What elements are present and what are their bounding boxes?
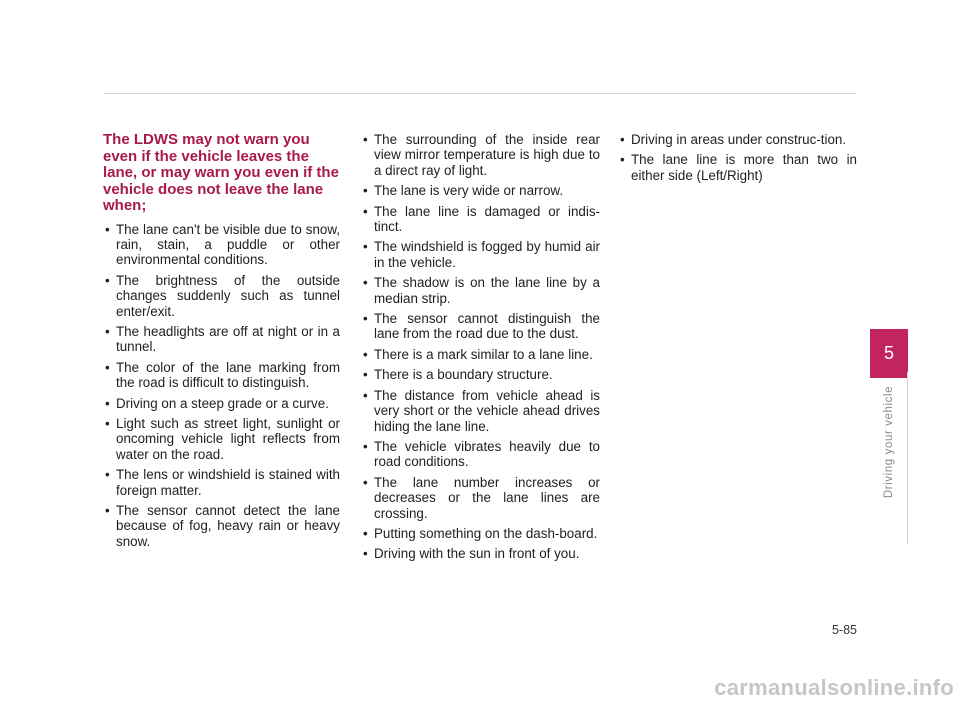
bullet-list-2 <box>361 132 600 562</box>
chapter-number: 5 <box>883 343 894 363</box>
list-item: • The sensor cannot distinguish the lane from the road due to the dust. <box>361 311 600 342</box>
list-item: • The lane number increases or decreases or the lane lines are crossing. <box>361 475 600 521</box>
column-2 <box>361 132 600 567</box>
top-divider <box>103 93 857 94</box>
watermark: carmanualsonline.info <box>714 675 954 700</box>
list-item: • Driving on a steep grade or a curve. <box>103 396 340 411</box>
list-item: • The surrounding of the inside rear view mirror temperature is high due to a direct ray of light. <box>361 132 600 178</box>
list-item: • The distance from vehicle ahead is very short or the vehicle ahead drives hiding the lane line. <box>361 388 600 434</box>
list-item: • Light such as street light, sunlight or oncoming vehicle light reflects from water on the road. <box>103 416 340 462</box>
chapter-tab <box>870 329 908 378</box>
list-item: • The lane is very wide or narrow. <box>361 183 600 198</box>
bullet-list-3 <box>618 132 857 183</box>
list-item: • Putting something on the dash-board. <box>361 526 600 541</box>
list-item: • There is a boundary structure. <box>361 367 600 382</box>
list-item: • The vehicle vibrates heavily due to road conditions. <box>361 439 600 470</box>
list-item: • The shadow is on the lane line by a median strip. <box>361 275 600 306</box>
list-item: • There is a mark similar to a lane line. <box>361 347 600 362</box>
list-item: • The lane can't be visible due to snow, rain, stain, a puddle or other environmental conditions. <box>103 222 340 268</box>
list-item: • The lane line is more than two in either side (Left/Right) <box>618 152 857 183</box>
list-item: • The sensor cannot detect the lane because of fog, heavy rain or heavy snow. <box>103 503 340 549</box>
list-item: • The lane line is damaged or indis-tinct. <box>361 204 600 235</box>
list-item: • The brightness of the outside changes suddenly such as tunnel enter/exit. <box>103 273 340 319</box>
bullet-list-1 <box>103 222 340 550</box>
section-heading: The LDWS may not warn you even if the vehicle leaves the lane, or may warn you even if the vehicle does not leave the lane when; <box>103 131 339 214</box>
chapter-title: Driving your vehicle <box>883 385 895 499</box>
column-1 <box>103 132 340 554</box>
list-item: • The windshield is fogged by humid air in the vehicle. <box>361 239 600 270</box>
list-item: • The lens or windshield is stained with foreign matter. <box>103 467 340 498</box>
list-item: • Driving in areas under construc-tion. <box>618 132 857 147</box>
list-item: • The color of the lane marking from the road is difficult to distinguish. <box>103 360 340 391</box>
list-item: • The headlights are off at night or in a tunnel. <box>103 324 340 355</box>
chapter-side-rule <box>907 372 908 544</box>
page-number: 5-85 <box>831 623 857 637</box>
column-3 <box>618 132 857 188</box>
list-item: • Driving with the sun in front of you. <box>361 546 600 561</box>
